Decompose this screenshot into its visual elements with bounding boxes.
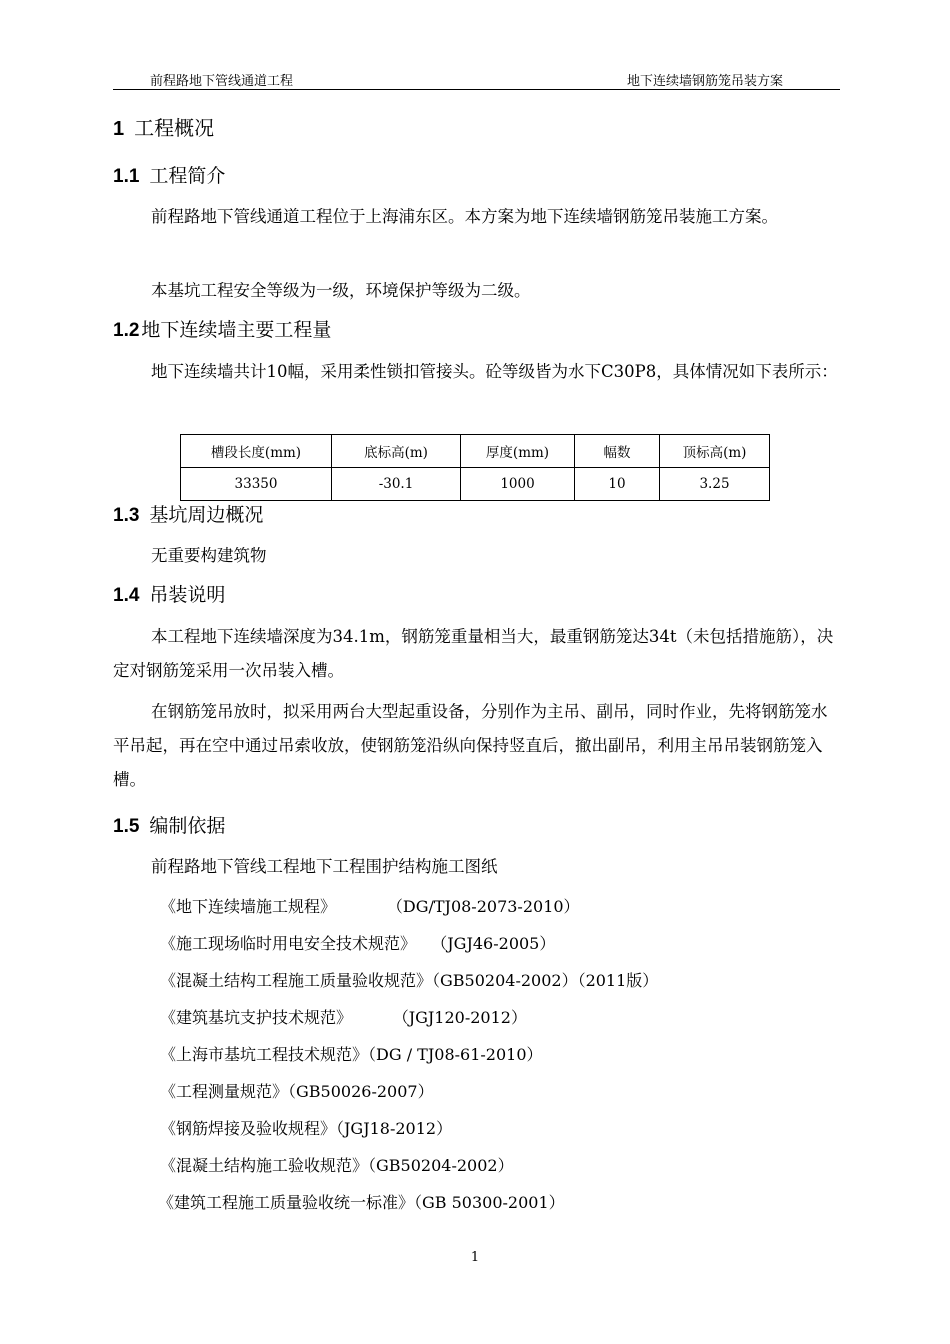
table-header-cell: 幅数 — [575, 435, 660, 468]
paragraph: 在钢筋笼吊放时，拟采用两台大型起重设备，分别作为主吊、副吊，同时作业，先将钢筋笼水平吊起，再在空中通过吊索收放，使钢筋笼沿纵向保持竖直后，撤出副吊，利用主吊吊装钢筋笼入槽。 — [113, 702, 828, 789]
header-rule — [113, 89, 840, 90]
section-title: 工程简介 — [149, 165, 226, 187]
table-header-cell: 厚度(mm) — [461, 435, 575, 468]
table-row — [181, 468, 770, 501]
section-title: 基坑周边概况 — [149, 504, 264, 526]
reference-item: 《混凝土结构施工验收规范》（GB50204-2002） — [160, 1156, 514, 1175]
section-1-heading — [113, 112, 214, 141]
section-number: 1.5 — [113, 816, 140, 837]
paragraph: 前程路地下管线通道工程位于上海浦东区。本方案为地下连续墙钢筋笼吊装施工方案。 — [151, 207, 778, 226]
paragraph: 前程路地下管线工程地下工程围护结构施工图纸 — [151, 857, 498, 876]
paragraph: 本基坑工程安全等级为一级，环境保护等级为二级。 — [151, 281, 531, 300]
section-title: 吊装说明 — [149, 584, 226, 606]
table-header-cell: 底标高(m) — [332, 435, 461, 468]
table-cell: 10 — [575, 468, 660, 501]
reference-item: 《建筑基坑支护技术规范》 （JGJ120-2012） — [160, 1008, 527, 1027]
reference-item: 《建筑工程施工质量验收统一标准》（GB 50300-2001） — [158, 1193, 565, 1212]
header-document-title: 地下连续墙钢筋笼吊装方案 — [627, 74, 784, 89]
section-1-1-heading — [113, 161, 225, 188]
section-title: 地下连续墙主要工程量 — [141, 319, 332, 341]
table-header-cell: 顶标高(m) — [660, 435, 770, 468]
reference-item: 《工程测量规范》（GB50026-2007） — [160, 1082, 434, 1101]
reference-item: 《上海市基坑工程技术规范》（DG / TJ08-61-2010） — [160, 1045, 543, 1064]
table-cell: 3.25 — [660, 468, 770, 501]
header-project-name: 前程路地下管线通道工程 — [150, 74, 294, 89]
section-number: 1.4 — [113, 585, 140, 606]
section-number: 1 — [113, 118, 125, 140]
reference-item: 《混凝土结构工程施工质量验收规范》（GB50204-2002）（2011版） — [160, 971, 659, 990]
section-number: 1.2 — [113, 320, 140, 341]
section-1-4-heading — [113, 580, 225, 607]
reference-item: 《地下连续墙施工规程》 （DG/TJ08-2073-2010） — [160, 897, 580, 916]
paragraph: 无重要构建筑物 — [151, 546, 267, 565]
table-cell: 33350 — [181, 468, 332, 501]
section-number: 1.1 — [113, 166, 140, 187]
section-title: 编制依据 — [149, 815, 226, 837]
reference-item: 《钢筋焊接及验收规程》（JGJ18-2012） — [160, 1119, 453, 1138]
section-1-3-heading — [113, 500, 263, 527]
table-cell: -30.1 — [332, 468, 461, 501]
table-header-cell: 槽段长度(mm) — [181, 435, 332, 468]
section-number: 1.3 — [113, 505, 140, 526]
section-1-2-heading — [113, 315, 331, 342]
paragraph: 地下连续墙共计10幅，采用柔性锁扣管接头。砼等级皆为水下C30P8，具体情况如下表所示： — [151, 362, 838, 381]
table-cell: 1000 — [461, 468, 575, 501]
table-header-row — [181, 435, 770, 468]
page-number: 1 — [470, 1250, 480, 1265]
section-title: 工程概况 — [134, 116, 215, 140]
paragraph: 本工程地下连续墙深度为34.1m，钢筋笼重量相当大，最重钢筋笼达34t（未包括措施筋），决定对钢筋笼采用一次吊装入槽。 — [113, 627, 834, 680]
quantity-table — [180, 434, 770, 501]
section-1-5-heading — [113, 811, 225, 838]
reference-item: 《施工现场临时用电安全技术规范》 （JGJ46-2005） — [160, 934, 556, 953]
